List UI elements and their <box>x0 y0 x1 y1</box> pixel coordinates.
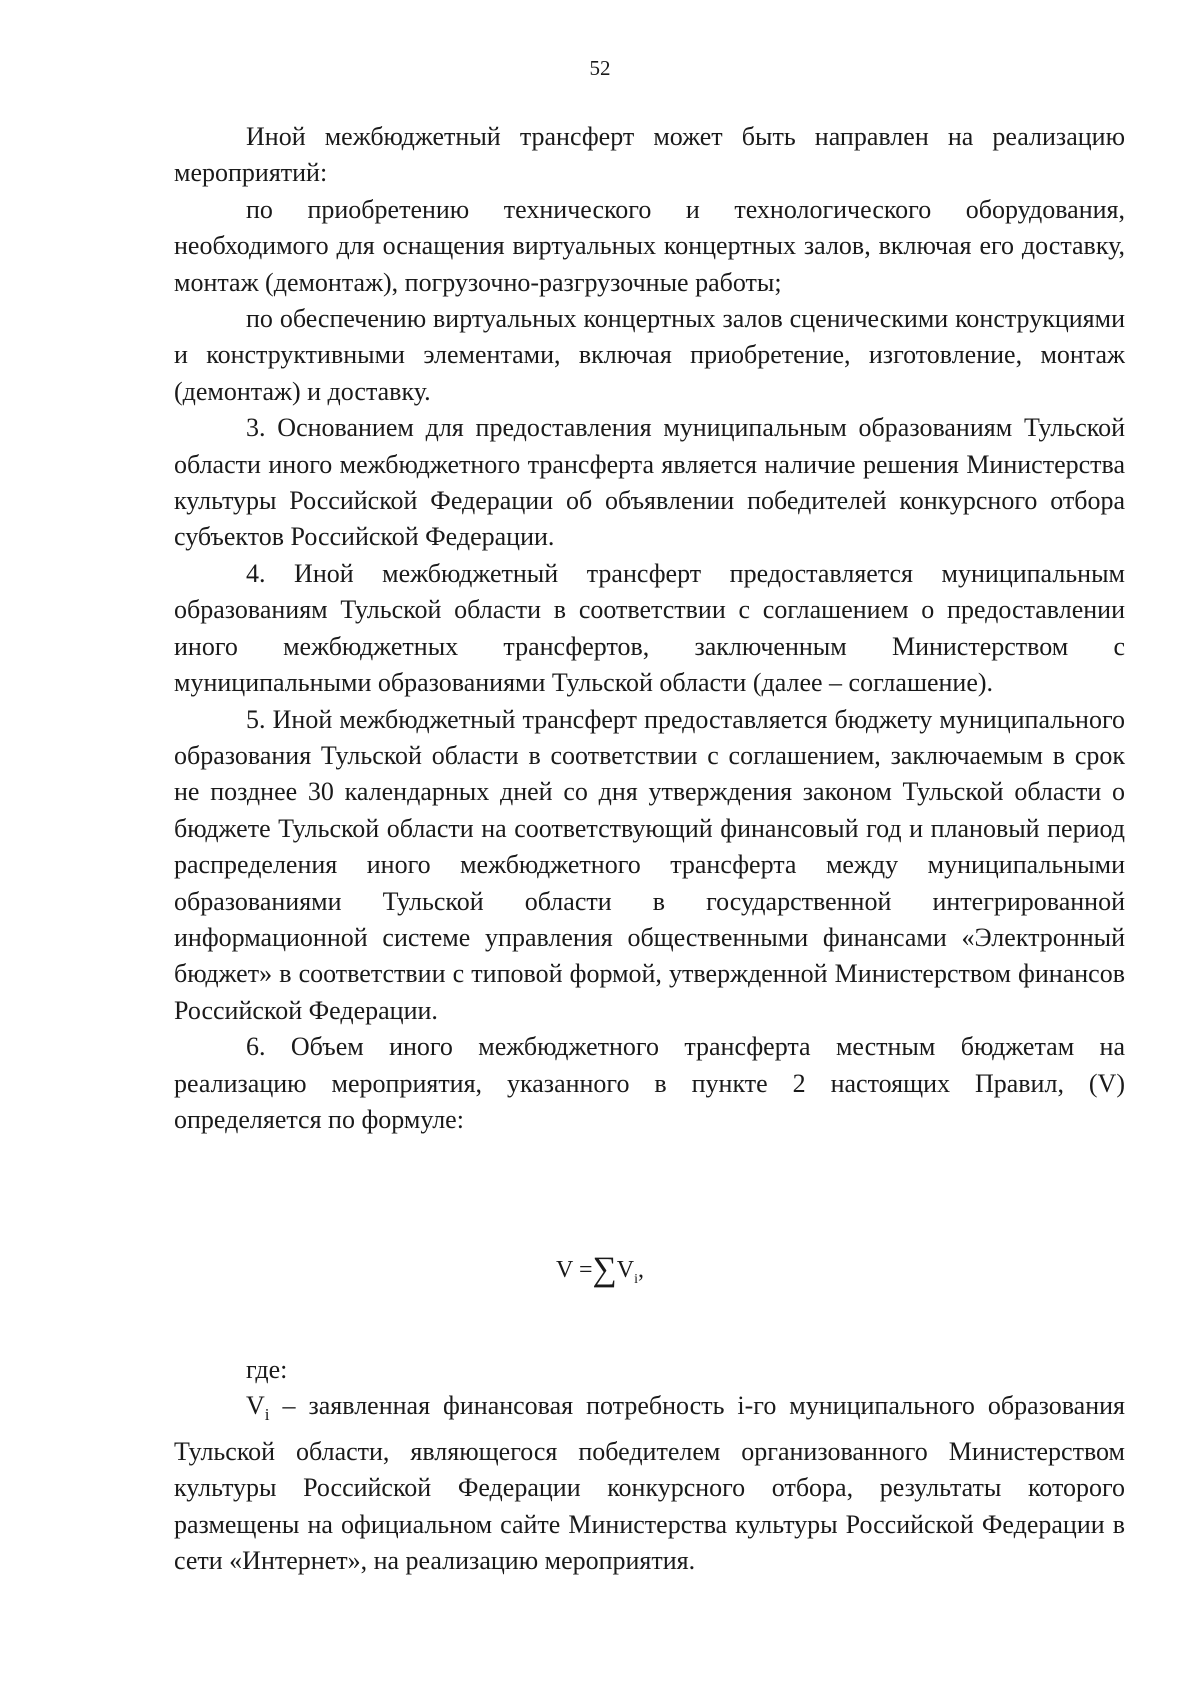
formula-term: V <box>616 1257 635 1283</box>
page-number: 52 <box>589 56 611 80</box>
paragraph-clause-5: 5. Иной межбюджетный трансферт предоставляется бюджету муниципального образования Тульской области в соответствии с соглашением, заключаемым в срок не позднее 30 календарных дней со дня утверждения законом Тульской области о бюджете Тульской области на соответствующий финансовый год и плановый период распределения иного межбюджетного трансферта между муниципальными образованиями Тульской области в государственной интегрированной информационной системе управления общественными финансами «Электронный бюджет» в соответствии с типовой формой, утвержденной Министерством финансов Российской Федерации. <box>174 704 1125 1025</box>
document-body <box>174 119 1125 1138</box>
formula <box>0 1250 1200 1300</box>
formula-lhs: V <box>556 1257 573 1283</box>
paragraph-equipment: по приобретению технического и технологического оборудования, необходимого для оснащения виртуальных концертных залов, включая его доставку, монтаж (демонтаж), погрузочно-разгрузочные работы; <box>174 194 1125 297</box>
formula-tail: , <box>637 1257 644 1283</box>
formula-equals: = <box>578 1257 593 1283</box>
paragraph-constructions: по обеспечению виртуальных концертных залов сценическими конструкциями и конструктивными элементами, включая приобретение, изготовление, монтаж (демонтаж) и доставку. <box>174 304 1125 406</box>
formula-subscript: i <box>634 1271 638 1287</box>
paragraph-intro: Иной межбюджетный трансферт может быть направлен на реализацию мероприятий: <box>174 122 1125 188</box>
paragraph-clause-4: 4. Иной межбюджетный трансферт предоставляется муниципальным образованиям Тульской области в соответствии с соглашением о предоставлении иного межбюджетных трансфертов, заключенным Министерством с муниципальными образованиями Тульской области (далее – соглашение). <box>174 558 1125 698</box>
paragraph-clause-3: 3. Основанием для предоставления муниципальным образованиям Тульской области иного межбюджетного трансферта является наличие решения Министерства культуры Российской Федерации об объявлении победителей конкурсного отбора субъектов Российской Федерации. <box>174 413 1125 552</box>
definition-subscript: i <box>264 1405 270 1425</box>
definition-symbol: V <box>246 1391 265 1421</box>
where-label: где: <box>246 1355 288 1384</box>
sum-symbol: ∑ <box>592 1251 617 1288</box>
definitions <box>174 1352 1125 1580</box>
paragraph-clause-6: 6. Объем иного межбюджетного трансферта местным бюджетам на реализацию мероприятия, указанного в пункте 2 настоящих Правил, (V) определяется по формуле: <box>174 1032 1125 1134</box>
definition-vi <box>174 1388 1125 1579</box>
definition-text: – заявленная финансовая потребность i-го муниципального образования Тульской области, являющегося победителем организованного Министерством культуры Российской Федерации конкурсного отбора, результаты которого размещены на официальном сайте Министерства культуры Российской Федерации в сети «Интернет», на реализацию мероприятия. <box>174 1391 1125 1576</box>
